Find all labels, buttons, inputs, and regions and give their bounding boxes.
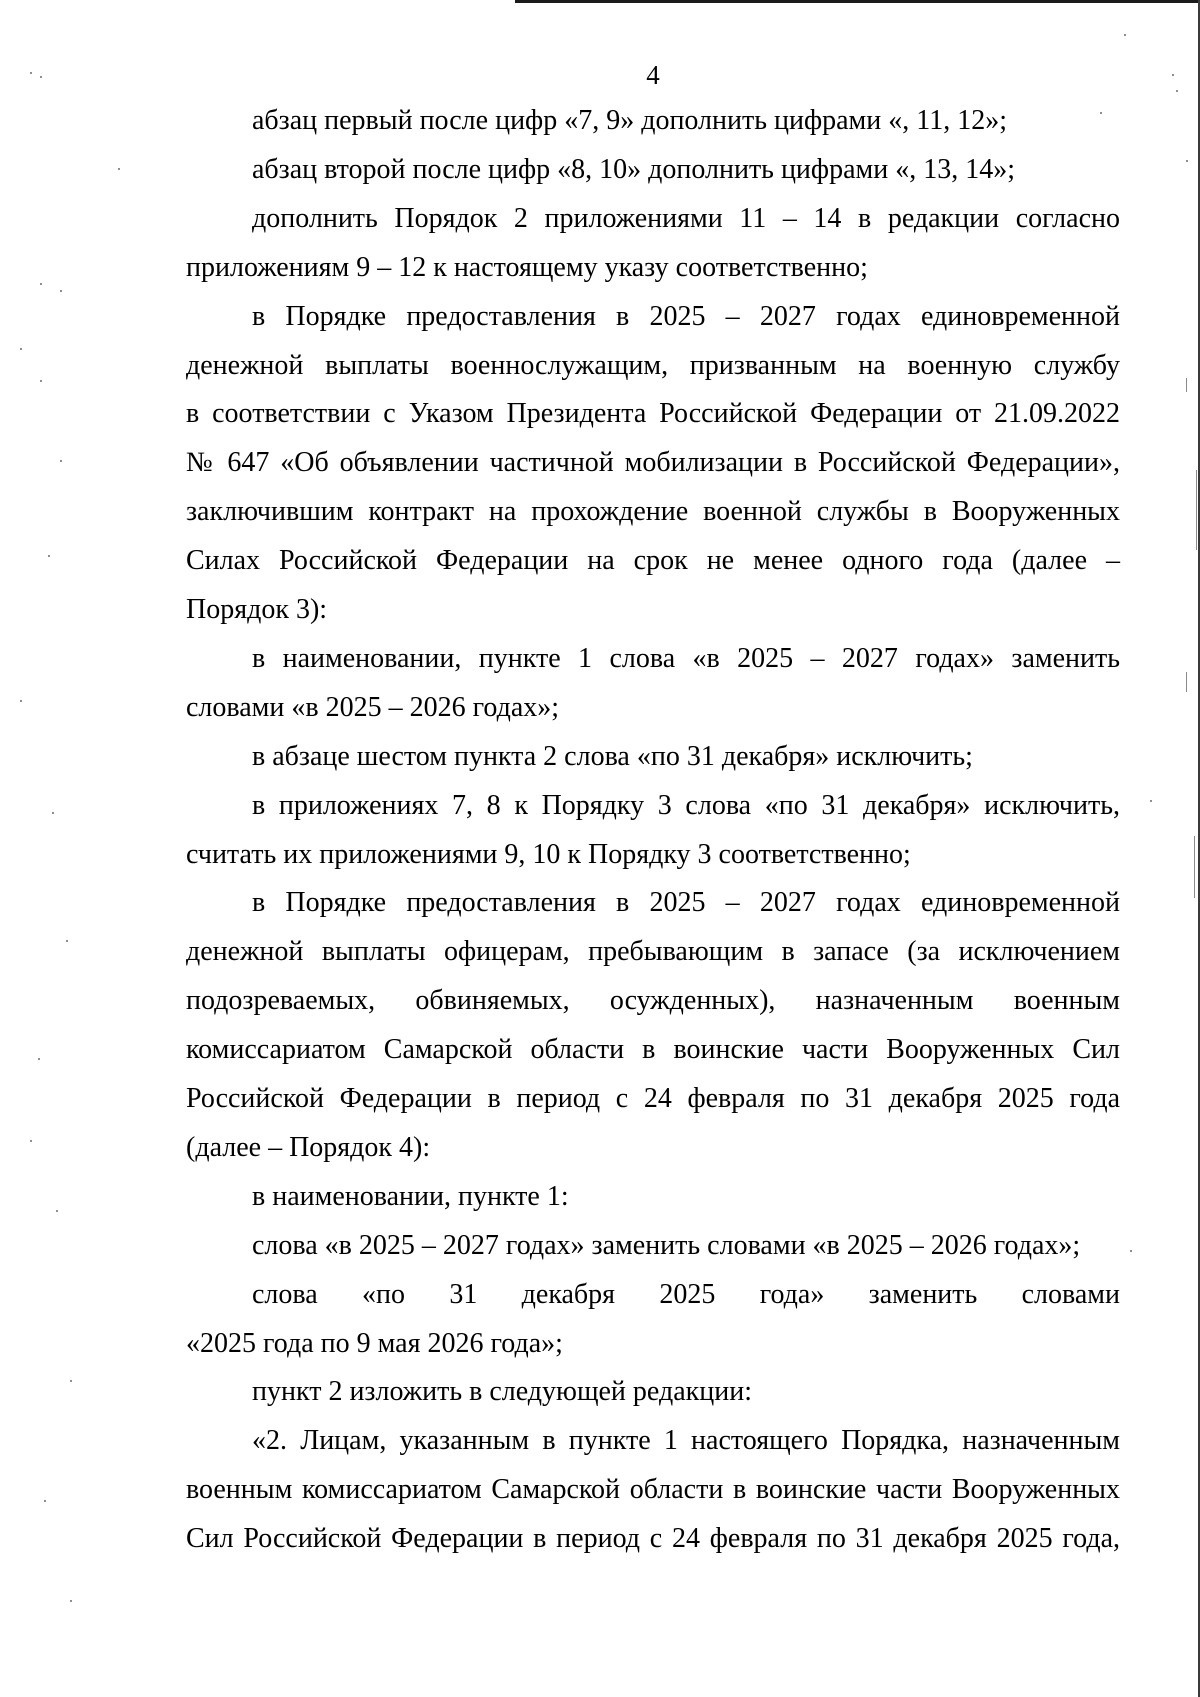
- text-line: пункт 2 изложить в следующей редакции:: [252, 1376, 752, 1408]
- scan-speck: [40, 283, 42, 285]
- scan-speck: [1186, 160, 1188, 162]
- text-line: военным комиссариатом Самарской области в воинские части Вооруженных: [186, 1474, 1120, 1506]
- text-line: Российской Федерации в период с 24 февраля по 31 декабря 2025 года: [186, 1083, 1120, 1114]
- text-line: в Порядке предоставления в 2025 – 2027 годах единовременной: [252, 300, 1120, 332]
- scan-speck: [70, 1380, 72, 1382]
- text-line: в Порядке предоставления в 2025 – 2027 годах единовременной: [252, 887, 1120, 919]
- text-line: в соответствии с Указом Президента Российской Федерации от 21.09.2022: [186, 398, 1120, 430]
- text-line: заключившим контракт на прохождение военной службы в Вооруженных: [186, 496, 1120, 528]
- text-line: (далее – Порядок 4):: [186, 1131, 431, 1163]
- text-line: абзац второй после цифр «8, 10» дополнить цифрами «, 13, 14»;: [252, 153, 1015, 185]
- scan-speck: [20, 700, 22, 702]
- scan-speck: [1150, 800, 1152, 802]
- scan-speck: [40, 380, 42, 382]
- text-line: в абзаце шестом пункта 2 слова «по 31 декабря» исключить;: [252, 740, 973, 772]
- scan-speck: [66, 940, 68, 942]
- text-line: «2025 года по 9 мая 2026 года»;: [186, 1327, 563, 1359]
- text-line: Силах Российской Федерации на срок не менее одного года (далее –: [186, 545, 1120, 577]
- text-line: Сил Российской Федерации в период с 24 февраля по 31 декабря 2025 года,: [186, 1523, 1120, 1555]
- text-line: приложениям 9 – 12 к настоящему указу соответственно;: [186, 251, 868, 283]
- scan-speck: [118, 168, 120, 170]
- text-line: денежной выплаты военнослужащим, призванным на военную службу: [186, 349, 1120, 381]
- scan-edge-top: [515, 0, 1200, 3]
- scan-speck: [60, 460, 62, 462]
- scan-speck: [1100, 112, 1102, 114]
- text-line: словами «в 2025 – 2026 годах»;: [186, 691, 560, 723]
- scan-speck: [20, 348, 22, 350]
- text-line: денежной выплаты офицерам, пребывающим в запасе (за исключением: [186, 936, 1120, 968]
- scan-speck: [60, 290, 62, 292]
- scan-speck: [1172, 74, 1174, 76]
- text-line: считать их приложениями 9, 10 к Порядку 3 соответственно;: [186, 838, 911, 870]
- text-line: в наименовании, пункте 1 слова «в 2025 – 2027 годах» заменить: [252, 642, 1120, 674]
- scan-speck: [52, 812, 54, 814]
- scan-mark: [1196, 470, 1197, 550]
- text-line: № 647 «Об объявлении частичной мобилизации в Российской Федерации»,: [186, 447, 1120, 479]
- scan-speck: [40, 76, 42, 78]
- text-line: в приложениях 7, 8 к Порядку 3 слова «по 31 декабря» исключить,: [252, 789, 1120, 821]
- text-line: абзац первый после цифр «7, 9» дополнить цифрами «, 11, 12»;: [252, 105, 1007, 136]
- scan-speck: [70, 1600, 72, 1602]
- text-line: слова «по 31 декабря 2025 года» заменить словами: [252, 1278, 1120, 1310]
- scan-speck: [56, 1210, 58, 1212]
- scan-speck: [30, 1140, 32, 1142]
- scan-speck: [44, 1500, 46, 1502]
- scan-speck: [1130, 1250, 1132, 1252]
- scan-mark: [1194, 836, 1195, 898]
- scan-speck: [1176, 90, 1178, 92]
- scan-speck: [1124, 34, 1126, 36]
- scan-speck: [38, 1058, 40, 1060]
- scan-mark: [1186, 378, 1187, 392]
- scan-speck: [48, 555, 50, 557]
- page-number: 4: [646, 60, 660, 90]
- text-line: «2. Лицам, указанным в пункте 1 настоящего Порядка, назначенным: [252, 1425, 1120, 1457]
- text-line: комиссариатом Самарской области в воинские части Вооруженных Сил: [186, 1034, 1120, 1066]
- scan-speck: [30, 72, 32, 74]
- text-line: в наименовании, пункте 1:: [252, 1180, 569, 1212]
- text-line: слова «в 2025 – 2027 годах» заменить словами «в 2025 – 2026 годах»;: [252, 1229, 1081, 1261]
- text-line: дополнить Порядок 2 приложениями 11 – 14 в редакции согласно: [252, 202, 1120, 234]
- scan-mark: [1186, 672, 1187, 692]
- text-line: Порядок 3):: [186, 594, 328, 625]
- text-line: подозреваемых, обвиняемых, осужденных), назначенным военным: [186, 985, 1120, 1017]
